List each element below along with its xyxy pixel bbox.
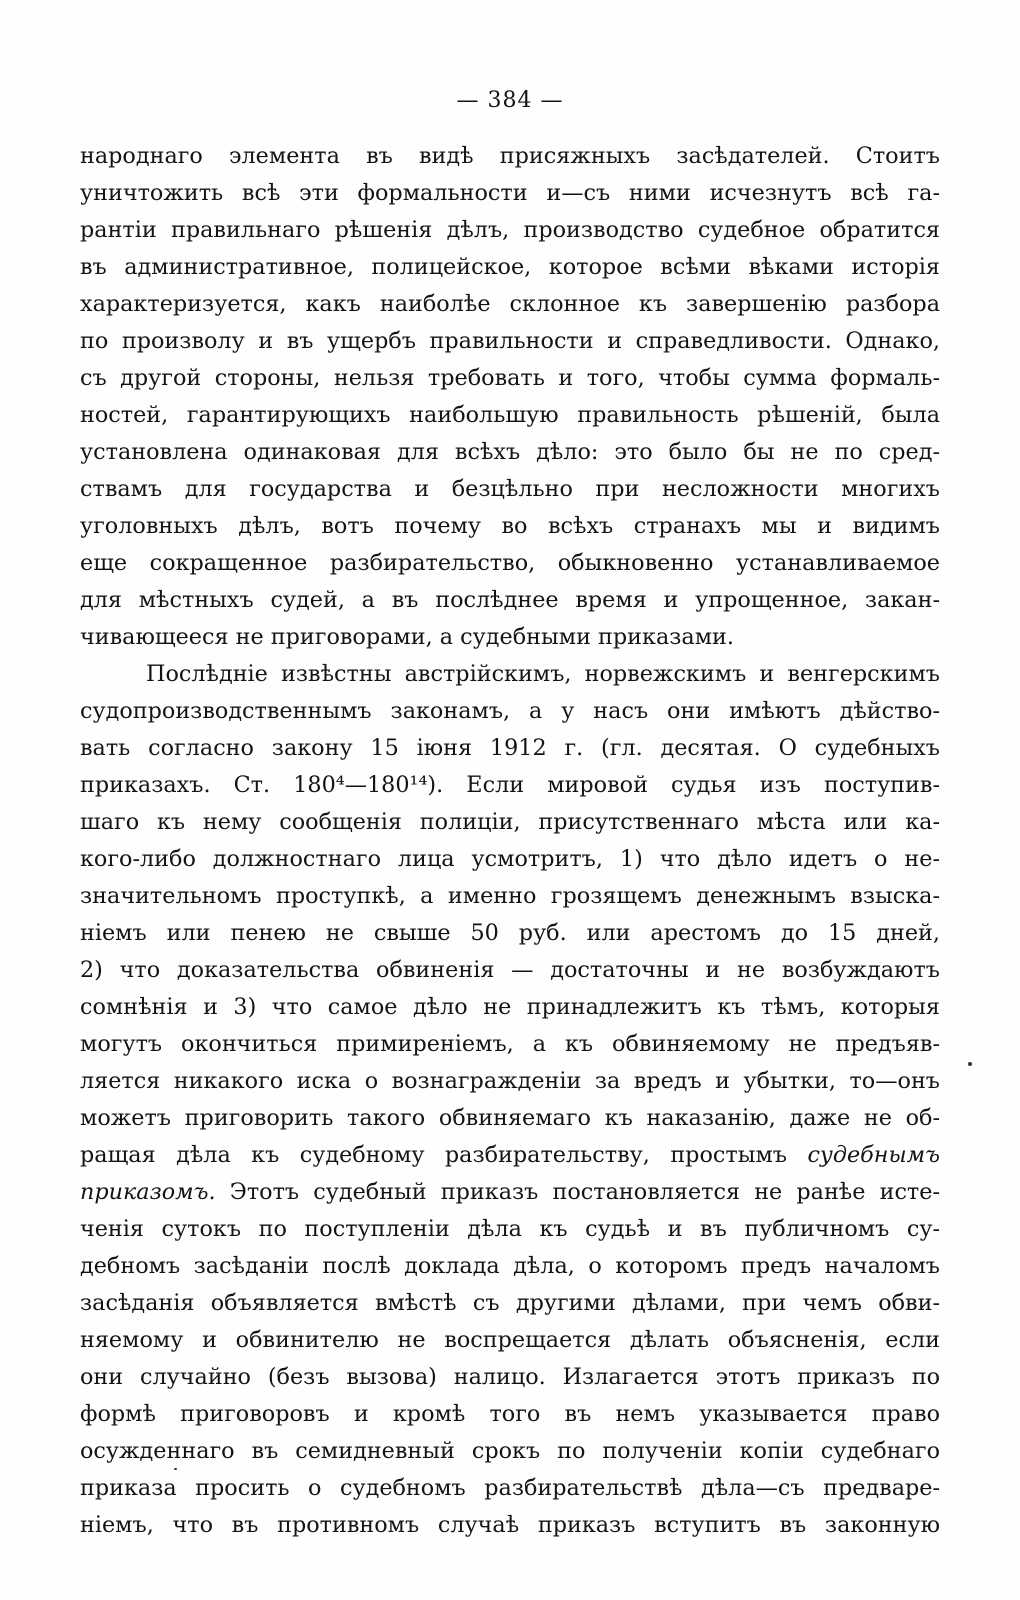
text-line: значительномъ проступкѣ, а именно грозящемъ денежнымъ взыска-	[80, 883, 940, 909]
print-speck	[968, 1062, 972, 1066]
text-line: ляется никакого иска о вознагражденіи за вредъ и убытки, то—онъ	[80, 1068, 940, 1094]
text-line: вать согласно закону 15 іюня 1912 г. (гл. десятая. О судебныхъ	[80, 735, 940, 761]
text-line: еще сокращенное разбирательство, обыкновенно устанавливаемое	[80, 550, 940, 576]
text-line: сомнѣнія и 3) что самое дѣло не принадлежитъ къ тѣмъ, которыя	[80, 994, 940, 1020]
text-line: шаго къ нему сообщенія полиціи, присутственнаго мѣста или ка-	[80, 809, 940, 835]
text-segment: ращая дѣла къ судебному разбирательству, простымъ	[80, 1142, 787, 1168]
text-line: дебномъ засѣданіи послѣ доклада дѣла, о которомъ предъ началомъ	[80, 1253, 940, 1279]
text-line: для мѣстныхъ судей, а въ послѣднее время и упрощенное, закан-	[80, 587, 940, 613]
text-line: можетъ приговорить такого обвиняемаго къ наказанію, даже не об-	[80, 1105, 940, 1131]
body-text	[80, 138, 940, 1544]
text-line-mixed	[80, 1174, 940, 1211]
italic-term: приказомъ.	[80, 1179, 216, 1205]
page-number: — 384 —	[456, 88, 564, 113]
text-line: въ административное, полицейское, которое всѣми вѣками исторія	[80, 254, 940, 280]
text-line: они случайно (безъ вызова) налицо. Излагается этотъ приказъ по	[80, 1364, 940, 1390]
text-line: могутъ окончиться примиреніемъ, а къ обвиняемому не предъяв-	[80, 1031, 940, 1057]
text-line: няемому и обвинителю не воспрещается дѣлать объясненія, если	[80, 1327, 940, 1353]
text-line: приказа просить о судебномъ разбирательствѣ дѣла—съ предваре-	[80, 1475, 940, 1501]
text-line: рантіи правильнаго рѣшенія дѣлъ, производство судебное обратится	[80, 217, 940, 243]
text-line: народнаго элемента въ видѣ присяжныхъ засѣдателей. Стоитъ	[80, 143, 940, 169]
text-line: уголовныхъ дѣлъ, вотъ почему во всѣхъ странахъ мы и видимъ	[80, 513, 940, 539]
text-line-mixed	[80, 1137, 940, 1174]
text-line: ченія сутокъ по поступленіи дѣла къ судьѣ и въ публичномъ су-	[80, 1216, 940, 1242]
paragraph-start-line: Послѣдніе извѣстны австрійскимъ, норвежскимъ и венгерскимъ	[146, 661, 940, 687]
print-speck	[174, 1468, 177, 1470]
text-line: характеризуется, какъ наиболѣе склонное къ завершенію разбора	[80, 291, 940, 317]
text-line: установлена одинаковая для всѣхъ дѣло: это было бы не по сред-	[80, 439, 940, 465]
text-line: формѣ приговоровъ и кромѣ того въ немъ указывается право	[80, 1401, 940, 1427]
text-line: ностей, гарантирующихъ наибольшую правильность рѣшеній, была	[80, 402, 940, 428]
text-line: 2) что доказательства обвиненія — достаточны и не возбуждаютъ	[80, 957, 940, 983]
text-line: судопроизводственнымъ законамъ, а у насъ они имѣютъ дѣйство-	[80, 698, 940, 724]
text-line: ствамъ для государства и безцѣльно при несложности многихъ	[80, 476, 940, 502]
text-line: приказахъ. Ст. 180⁴—180¹⁴). Если мировой судья изъ поступив-	[80, 772, 940, 798]
text-line: чивающееся не приговорами, а судебными приказами.	[80, 624, 734, 650]
text-line: ніемъ, что въ противномъ случаѣ приказъ вступитъ въ законную	[80, 1512, 940, 1538]
text-line: засѣданія объявляется вмѣстѣ съ другими дѣлами, при чемъ обви-	[80, 1290, 940, 1316]
text-line: уничтожить всѣ эти формальности и—съ ними исчезнутъ всѣ га-	[80, 180, 940, 206]
text-line: съ другой стороны, нельзя требовать и того, чтобы сумма формаль-	[80, 365, 940, 391]
italic-term: судебнымъ	[807, 1142, 940, 1168]
text-line: кого-либо должностнаго лица усмотритъ, 1) что дѣло идетъ о не-	[80, 846, 940, 872]
text-line: ніемъ или пенею не свыше 50 руб. или арестомъ до 15 дней,	[80, 920, 940, 946]
text-line: осужденнаго въ семидневный срокъ по полученіи копіи судебнаго	[80, 1438, 940, 1464]
text-line: по произволу и въ ущербъ правильности и справедливости. Однако,	[80, 328, 940, 354]
text-segment: Этотъ судебный приказъ постановляется не ранѣе исте-	[229, 1179, 940, 1205]
